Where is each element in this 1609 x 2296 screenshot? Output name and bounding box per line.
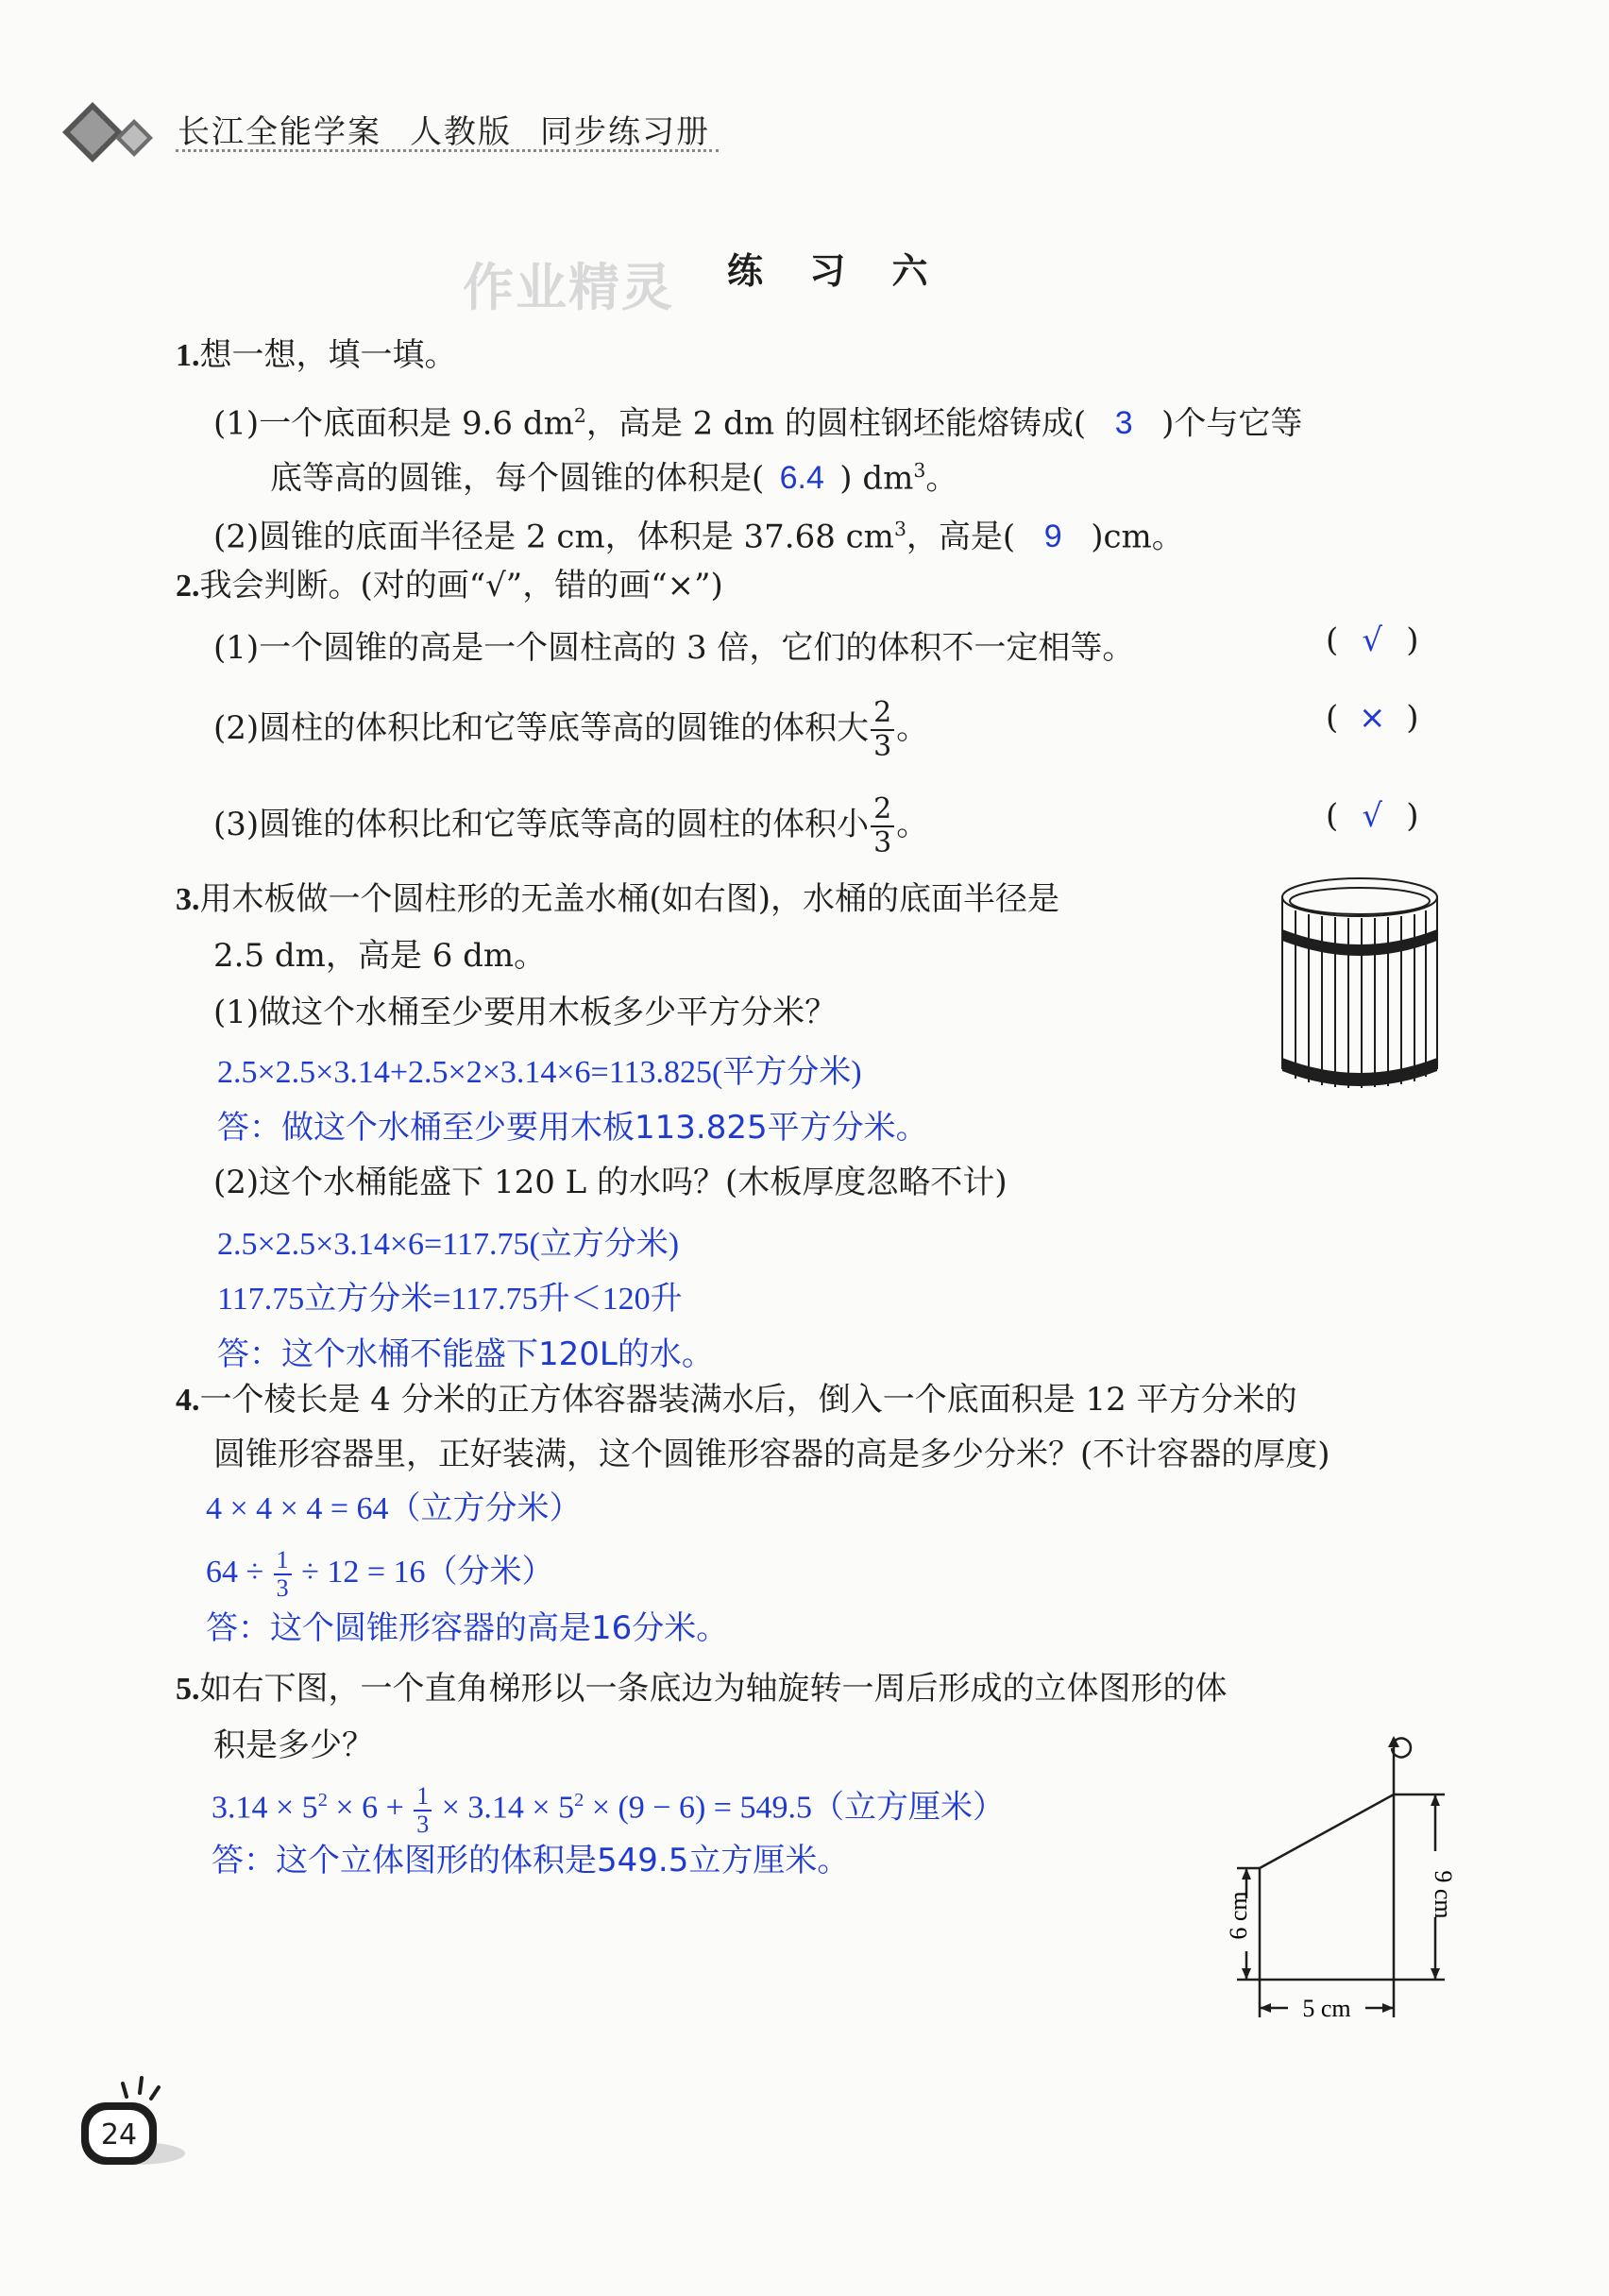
q3-number: 3. [176, 882, 200, 917]
q1-p2-c: )cm。 [1091, 518, 1184, 556]
q3-ans2-line1: 2.5×2.5×3.14×6=117.75(立方分米) [217, 1227, 680, 1262]
q5-ans-exp1: 2 [317, 1790, 328, 1811]
header-series: 同步练习册 [540, 113, 710, 151]
q3-sub2: (2)这个水桶能盛下 120 L 的水吗？(木板厚度忽略不计) [213, 1164, 1008, 1201]
q2-item-2-answer: ( × ) [1326, 699, 1419, 737]
q4-ans2-b: ÷ 12 = 16（分米） [301, 1554, 554, 1590]
q2-item-3 [213, 793, 928, 859]
q2-item-1-mark: √ [1362, 621, 1383, 659]
q4-ans2-a: 64 ÷ [206, 1554, 264, 1590]
q2-item-3-fraction [871, 793, 894, 859]
q2-item-2-mark: × [1359, 699, 1386, 737]
q2-item-3-tail: 。 [896, 806, 929, 843]
q1-answer-1: 3 [1114, 405, 1133, 442]
q4-fraction-numerator: 1 [274, 1547, 292, 1575]
q2-item-1-text: (1)一个圆锥的高是一个圆柱高的 3 倍，它们的体积不一定相等。 [213, 629, 1135, 667]
q5-text-1: 如右下图，一个直角梯形以一条底边为轴旋转一周后形成的立体图形的体 [199, 1670, 1228, 1708]
q3-ans1-line2: 答：做这个水桶至少要用木板113.825平方分米。 [217, 1109, 928, 1147]
q2-number: 2. [176, 569, 200, 604]
q4-ans-line1: 4 × 4 × 4 = 64（立方分米） [206, 1491, 582, 1526]
q5-ans-c: × 3.14 × 5 [441, 1790, 575, 1826]
header-diamond-logo [55, 94, 168, 170]
q4-fraction-denominator: 3 [276, 1574, 289, 1602]
q3-text-1: 用木板做一个圆柱形的无盖水桶(如右图)，水桶的底面半径是 [199, 880, 1060, 918]
diagram-left-label: 6 cm [1225, 1891, 1252, 1940]
q5-text-line1 [176, 1668, 1228, 1710]
q2-item-2-numerator: 2 [871, 697, 894, 731]
q5-ans-e: × (9 − 6) = 549.5（立方厘米） [591, 1790, 1005, 1826]
q5-ans-b: × 6 + [335, 1790, 404, 1826]
q2-item-2-tail: 。 [896, 709, 929, 747]
q3-ans2-line2: 117.75立方分米=117.75升＜120升 [217, 1282, 683, 1317]
q1-p1-c: )个与它等 [1161, 404, 1303, 443]
q1-part2: (2)圆锥的底面半径是 2 cm，体积是 37.68 $cm^3$，高是( 9 )cm。 [213, 518, 1184, 556]
q3-text-line2: 2.5 dm，高是 6 dm。 [213, 937, 547, 975]
q1-p1-e: ) dm [839, 459, 914, 498]
q4-text-line2: 圆锥形容器里，正好装满，这个圆锥形容器的高是多少分米？(不计容器的厚度) [213, 1436, 1330, 1473]
q1-p1-a: (1)一个底面积是 9.6 dm [213, 404, 574, 443]
q2-item-2 [213, 697, 928, 763]
q4-ans-line3: 答：这个圆锥形容器的高是16分米。 [206, 1609, 729, 1647]
q3-ans1-line1: 2.5×2.5×3.14+2.5×2×3.14×6=113.825(平方分米) [217, 1055, 862, 1090]
q2-title [176, 565, 723, 607]
q1-part1-line1: (1)一个底面积是 9.6 $dm^2$，高是 2 dm 的圆柱钢坯能熔铸成( 3 )个与它等 [213, 404, 1303, 443]
diagram-bottom-label: 5 cm [1302, 1995, 1351, 2022]
q1-p1-d: 底等高的圆锥，每个圆锥的体积是( [270, 459, 765, 498]
q1-p2-a: (2)圆锥的底面半径是 2 cm，体积是 37.68 cm [213, 518, 894, 556]
q5-fraction-denominator: 3 [416, 1810, 430, 1838]
q5-number: 5. [176, 1672, 200, 1707]
q2-title-text: 我会判断。(对的画“√”，错的画“×”) [199, 567, 723, 604]
header-book: 长江全能学案 [178, 113, 381, 151]
watermark: 作业精灵 [463, 258, 674, 317]
q2-item-2-text: (2)圆柱的体积比和它等底等高的圆锥的体积大 [213, 709, 870, 747]
q4-ans-line2 [206, 1547, 554, 1602]
q4-number: 4. [176, 1383, 200, 1418]
q1-part1-line2: 底等高的圆锥，每个圆锥的体积是( 6.4 ) $dm^3$。 [270, 459, 958, 498]
page-number-badge [74, 2068, 187, 2172]
q3-text-line1 [176, 878, 1059, 921]
q5-fraction-numerator: 1 [414, 1783, 432, 1811]
diagram-right-label: 9 cm [1430, 1870, 1457, 1919]
q5-ans-line1 [212, 1779, 1005, 1838]
q5-ans-a: 3.14 × 5 [212, 1790, 318, 1826]
bucket-illustration [1277, 873, 1443, 1099]
q1-title-text: 想一想，填一填。 [199, 336, 457, 374]
q2-item-3-numerator: 2 [871, 793, 894, 827]
q5-fraction [414, 1783, 432, 1838]
q2-item-3-text: (3)圆锥的体积比和它等底等高的圆柱的体积小 [213, 806, 870, 843]
q2-item-1 [213, 621, 1134, 668]
header-rule [176, 149, 719, 152]
q1-number: 1. [176, 338, 200, 373]
q1-p1-b: ，高是 2 dm 的圆柱钢坯能熔铸成( [585, 404, 1087, 443]
trapezoid-diagram [1209, 1728, 1492, 2078]
q4-text-line1 [176, 1379, 1297, 1421]
q1-answer-2: 6.4 [779, 460, 824, 497]
q3-ans2-line3: 答：这个水桶不能盛下120L的水。 [217, 1335, 714, 1373]
q1-p1-f: 。 [925, 459, 958, 498]
q1-answer-3: 9 [1043, 519, 1062, 555]
page-number: 24 [100, 2118, 138, 2151]
q3-sub1: (1)做这个水桶至少要用木板多少平方分米？ [213, 994, 838, 1031]
q4-fraction [274, 1547, 292, 1602]
q2-item-3-mark: √ [1362, 797, 1383, 835]
header-title [178, 106, 738, 152]
q5-ans-exp2: 2 [574, 1790, 584, 1811]
q1-title [176, 334, 457, 377]
q2-item-3-denominator: 3 [873, 826, 892, 859]
q5-ans-line2: 答：这个立体图形的体积是549.5立方厘米。 [212, 1842, 850, 1879]
q2-item-2-fraction [871, 697, 894, 763]
q2-item-1-answer: ( √ ) [1326, 621, 1419, 659]
q5-text-line2: 积是多少？ [213, 1726, 374, 1764]
header-edition: 人教版 [410, 113, 512, 151]
q4-text-1: 一个棱长是 4 分米的正方体容器装满水后，倒入一个底面积是 12 平方分米的 [199, 1381, 1297, 1419]
section-title: 练 习 六 [727, 249, 945, 292]
q1-p2-b: ，高是( [906, 518, 1016, 556]
q2-item-3-answer: ( √ ) [1326, 797, 1419, 835]
q2-item-2-denominator: 3 [873, 730, 892, 763]
